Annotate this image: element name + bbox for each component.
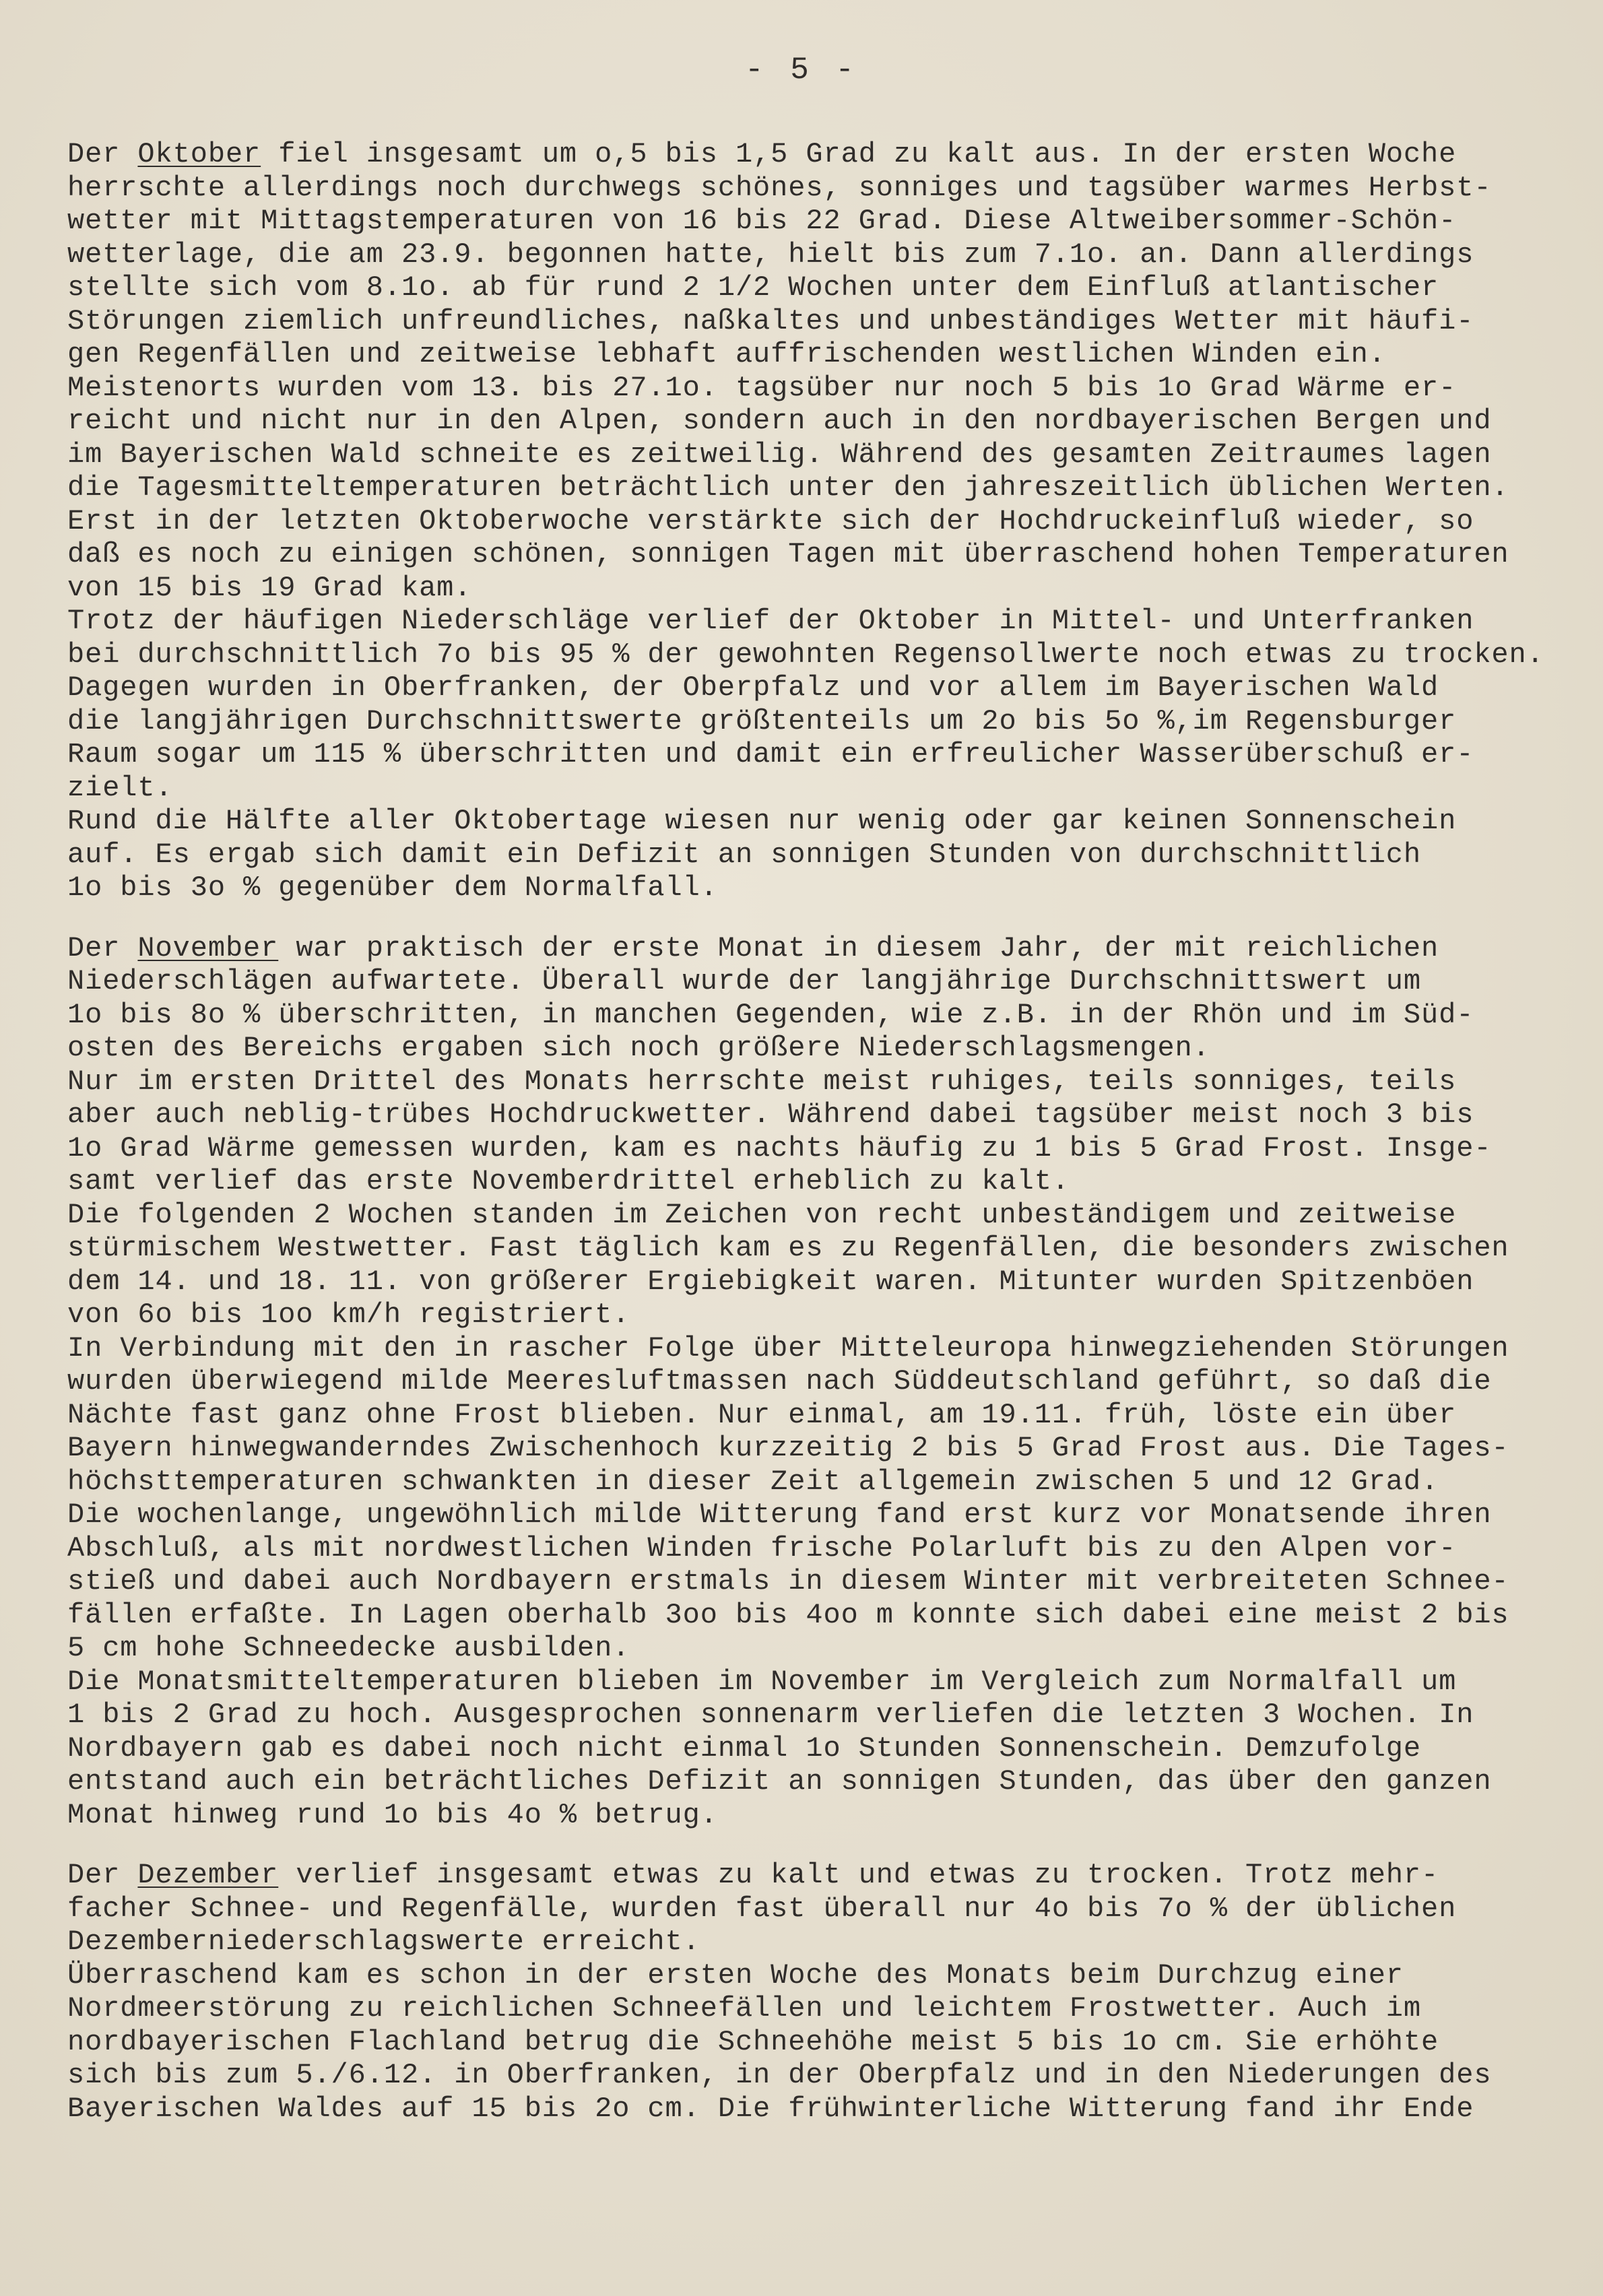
text-line: wetterlage, die am 23.9. begonnen hatte, hielt bis zum 7.1o. an. Dann allerdings [67,238,1474,271]
text-line: In Verbindung mit den in rascher Folge über Mitteleuropa hinwegziehenden Störungen [67,1332,1509,1365]
text-line: von 15 bis 19 Grad kam. [67,571,472,604]
month-heading: Dezember [137,1859,279,1891]
text-line: Dezemberniederschlagswerte erreicht. [67,1926,700,1958]
month-heading: November [137,931,279,964]
text-line: Meistenorts wurden vom 13. bis 27.1o. tagsüber nur noch 5 bis 1o Grad Wärme er- [67,371,1457,404]
text-line: 1o bis 3o % gegenüber dem Normalfall. [67,872,718,904]
text-line: bei durchschnittlich 7o bis 95 % der gewohnten Regensollwerte noch etwas zu trocken. [67,638,1544,671]
text-line: herrschte allerdings noch durchwegs schönes, sonniges und tagsüber warmes Herbst- [67,171,1492,204]
text-line: dem 14. und 18. 11. von größerer Ergiebigkeit waren. Mitunter wurden Spitzenböen [67,1265,1474,1298]
text-line: Der Dezember verlief insgesamt etwas zu kalt und etwas zu trocken. Trotz mehr- [67,1859,1439,1891]
text-line: Nur im ersten Drittel des Monats herrschte meist ruhiges, teils sonniges, teils [67,1065,1457,1098]
text-line: höchsttemperaturen schwankten in dieser Zeit allgemein zwischen 5 und 12 Grad. [67,1465,1439,1498]
text-line: Störungen ziemlich unfreundliches, naßkaltes und unbeständiges Wetter mit häufi- [67,304,1474,337]
text-line: Nächte fast ganz ohne Frost blieben. Nur einmal, am 19.11. früh, löste ein über [67,1398,1457,1431]
text-line: Die folgenden 2 Wochen standen im Zeichen von recht unbeständigem und zeitweise [67,1198,1457,1231]
text-line: osten des Bereichs ergaben sich noch größere Niederschlagsmengen. [67,1032,1210,1064]
text-line: Rund die Hälfte aller Oktobertage wiesen nur wenig oder gar keinen Sonnenschein [67,805,1457,837]
text-line: stieß und dabei auch Nordbayern erstmals in diesem Winter mit verbreiteten Schnee- [67,1565,1509,1598]
text-line: stürmischem Westwetter. Fast täglich kam es zu Regenfällen, die besonders zwischen [67,1232,1509,1264]
text-line: die Tagesmitteltemperaturen beträchtlich unter den jahreszeitlich üblichen Werten. [67,471,1509,504]
text-line: Der Oktober fiel insgesamt um o,5 bis 1,5 Grad zu kalt aus. In der ersten Woche [67,138,1457,170]
text-line: sich bis zum 5./6.12. in Oberfranken, in der Oberpfalz und in den Niederungen des [67,2059,1492,2091]
text-line: Trotz der häufigen Niederschläge verlief der Oktober in Mittel- und Unterfranken [67,605,1474,637]
text-line: Erst in der letzten Oktoberwoche verstärkte sich der Hochdruckeinfluß wieder, so [67,504,1474,537]
text-line: 1o bis 8o % überschritten, in manchen Gegenden, wie z.B. in der Rhön und im Süd- [67,998,1474,1031]
paragraph-dezember [67,1859,1583,2126]
paragraph-gap [67,905,1583,932]
text-line: wetter mit Mittagstemperaturen von 16 bis 22 Grad. Diese Altweibersommer-Schön- [67,205,1457,237]
paragraph-november [67,932,1583,1833]
text-line: Monat hinweg rund 1o bis 4o % betrug. [67,1798,718,1831]
text-line: 1 bis 2 Grad zu hoch. Ausgesprochen sonnenarm verliefen die letzten 3 Wochen. In [67,1699,1474,1731]
text-line: wurden überwiegend milde Meeresluftmassen nach Süddeutschland geführt, so daß die [67,1365,1492,1398]
month-heading: Oktober [137,138,261,170]
text-line: auf. Es ergab sich damit ein Defizit an sonnigen Stunden von durchschnittlich [67,838,1422,871]
text-line: 1o Grad Wärme gemessen wurden, kam es nachts häufig zu 1 bis 5 Grad Frost. Insge- [67,1131,1492,1165]
document-body [67,138,1583,2126]
text-line: Nordmeerstörung zu reichlichen Schneefällen und leichtem Frostwetter. Auch im [67,1992,1422,2025]
text-line: von 6o bis 1oo km/h registriert. [67,1299,630,1331]
text-line: Der November war praktisch der erste Monat in diesem Jahr, der mit reichlichen [67,931,1439,964]
text-line: im Bayerischen Wald schneite es zeitweilig. Während des gesamten Zeitraumes lagen [67,438,1492,471]
text-line: Nordbayern gab es dabei noch nicht einmal 1o Stunden Sonnenschein. Demzufolge [67,1732,1422,1765]
text-line: die langjährigen Durchschnittswerte größtenteils um 2o bis 5o %,im Regensburger [67,704,1457,737]
text-line: Niederschlägen aufwartete. Überall wurde der langjährige Durchschnittswert um [67,965,1422,997]
text-line: Die Monatsmitteltemperaturen blieben im November im Vergleich zum Normalfall um [67,1665,1457,1698]
text-line: Dagegen wurden in Oberfranken, der Oberpfalz und vor allem im Bayerischen Wald [67,671,1439,704]
text-line: daß es noch zu einigen schönen, sonnigen Tagen mit überraschend hohen Temperaturen [67,538,1509,570]
page-number: - 5 - [744,53,859,88]
text-line: fällen erfaßte. In Lagen oberhalb 3oo bis 4oo m konnte sich dabei eine meist 2 bis [67,1598,1509,1631]
text-line: Raum sogar um 115 % überschritten und damit ein erfreulicher Wasserüberschuß er- [67,738,1474,770]
text-line: 5 cm hohe Schneedecke ausbilden. [67,1632,630,1664]
text-line: Abschluß, als mit nordwestlichen Winden frische Polarluft bis zu den Alpen vor- [67,1532,1457,1565]
text-line: nordbayerischen Flachland betrug die Schneehöhe meist 5 bis 1o cm. Sie erhöhte [67,2025,1439,2058]
text-line: aber auch neblig-trübes Hochdruckwetter. Während dabei tagsüber meist noch 3 bis [67,1098,1474,1131]
paragraph-gap [67,1832,1583,1859]
text-line: samt verlief das erste Novemberdrittel erheblich zu kalt. [67,1165,1070,1198]
text-line: Die wochenlange, ungewöhnlich milde Witterung fand erst kurz vor Monatsende ihren [67,1499,1492,1531]
text-line: reicht und nicht nur in den Alpen, sondern auch in den nordbayerischen Bergen und [67,405,1492,437]
text-line: Bayerischen Waldes auf 15 bis 2o cm. Die frühwinterliche Witterung fand ihr Ende [67,2092,1474,2125]
text-line: gen Regenfällen und zeitweise lebhaft auffrischenden westlichen Winden ein. [67,338,1386,370]
text-line: Bayern hinwegwanderndes Zwischenhoch kurzzeitig 2 bis 5 Grad Frost aus. Die Tages- [67,1432,1509,1464]
text-line: Überraschend kam es schon in der ersten Woche des Monats beim Durchzug einer [67,1959,1404,1992]
paragraph-oktober [67,138,1583,905]
text-line: zielt. [67,771,173,804]
text-line: entstand auch ein beträchtliches Defizit an sonnigen Stunden, das über den ganzen [67,1765,1492,1798]
text-line: stellte sich vom 8.1o. ab für rund 2 1/2 Wochen unter dem Einfluß atlantischer [67,271,1439,304]
text-line: facher Schnee- und Regenfälle, wurden fast überall nur 4o bis 7o % der üblichen [67,1892,1457,1925]
